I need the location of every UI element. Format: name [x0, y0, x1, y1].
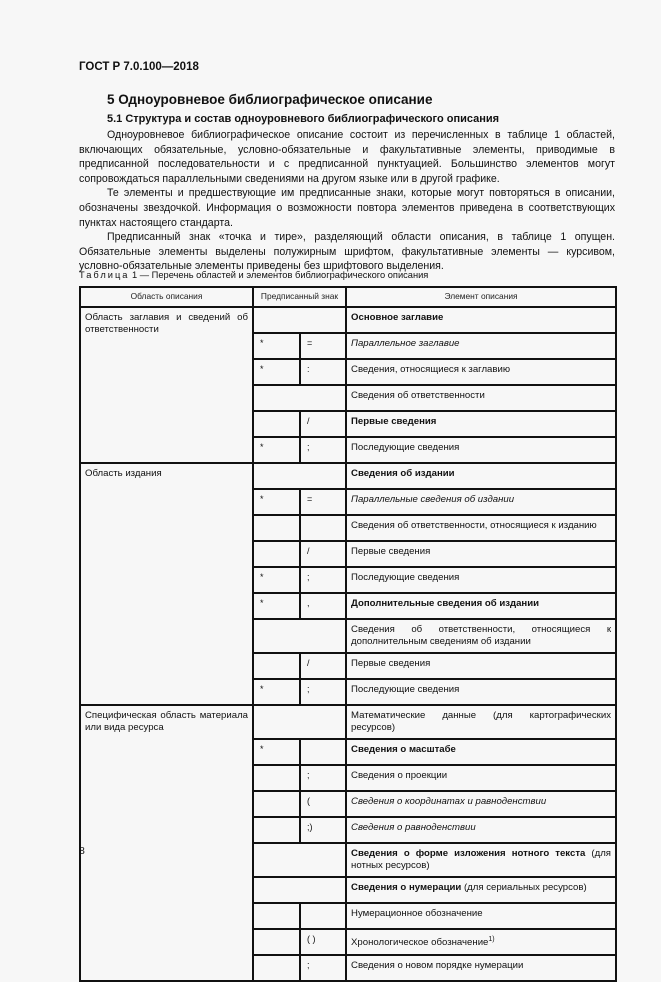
repeat-star-cell: [253, 515, 300, 541]
area-cell: Область издания: [80, 463, 253, 705]
repeat-star-cell: [253, 791, 300, 817]
element-cell: [346, 903, 616, 929]
element-text: Первые сведения: [351, 416, 437, 427]
element-text: Сведения о новом порядке нумерации: [351, 960, 524, 971]
table-caption-text: 1 — Перечень областей и элементов библиографического описания: [129, 270, 429, 280]
repeat-star-cell: *: [253, 359, 300, 385]
repeat-star-cell: [253, 541, 300, 567]
sign-cell-merged: [253, 385, 346, 411]
element-cell: [346, 653, 616, 679]
repeat-star-cell: *: [253, 593, 300, 619]
element-text: Основное заглавие: [351, 312, 444, 323]
document-id-header: ГОСТ Р 7.0.100—2018: [79, 61, 199, 73]
column-header-area: Область описания: [80, 287, 253, 307]
footnote-marker: 1): [488, 936, 495, 943]
element-cell: [346, 567, 616, 593]
element-cell: [346, 307, 616, 333]
element-bold-part: Сведения о нумерации: [351, 882, 462, 893]
element-text: Последующие сведения: [351, 442, 460, 453]
element-text: Сведения о равноденствии: [351, 822, 476, 833]
element-cell: [346, 739, 616, 765]
element-text: Сведения, относящиеся к заглавию: [351, 364, 511, 375]
element-cell: [346, 385, 616, 411]
element-cell: [346, 437, 616, 463]
repeat-star-cell: [253, 765, 300, 791]
repeat-star-cell: [253, 903, 300, 929]
table-caption: [79, 270, 428, 280]
prescribed-sign-cell: ;: [300, 955, 346, 981]
element-text: Сведения об издании: [351, 468, 455, 479]
element-bold-part: Сведения о форме изложения нотного текста: [351, 848, 586, 859]
prescribed-sign-cell: =: [300, 333, 346, 359]
element-text: Первые сведения: [351, 658, 431, 669]
element-cell: [346, 929, 616, 955]
section-title: 5 Одноуровневое библиографическое описание: [107, 92, 433, 107]
repeat-star-cell: *: [253, 333, 300, 359]
prescribed-sign-cell: :: [300, 359, 346, 385]
prescribed-sign-cell: =: [300, 489, 346, 515]
sign-cell-merged: [253, 843, 346, 877]
repeat-star-cell: [253, 653, 300, 679]
element-text: Сведения об ответственности, относящиеся к изданию: [351, 520, 597, 531]
table-row: [80, 307, 616, 333]
element-cell: [346, 359, 616, 385]
repeat-star-cell: *: [253, 739, 300, 765]
element-cell: [346, 817, 616, 843]
body-paragraphs: [79, 128, 615, 274]
element-cell: [346, 515, 616, 541]
sign-cell-merged: [253, 877, 346, 903]
prescribed-sign-cell: ;: [300, 437, 346, 463]
prescribed-sign-cell: ;: [300, 567, 346, 593]
repeat-star-cell: [253, 929, 300, 955]
element-note-part: (для нотных ресурсов): [351, 848, 612, 871]
page-number: 8: [79, 845, 85, 857]
table-header-row: [80, 287, 616, 307]
table-row: [80, 705, 616, 739]
paragraph: Одноуровневое библиографическое описание состоит из перечисленных в таблице 1 областей, включающих обязательные, условно-обязательные и факультативные элементы, приводимые в предписанной последовательности и с предписанной пунктуацией. Большинство элементов могут сопровождаться параллельными сведениями на другом языке или в другой графике.: [79, 129, 615, 185]
element-cell: [346, 619, 616, 653]
element-text: Нумерационное обозначение: [351, 908, 483, 919]
sign-cell-merged: [253, 463, 346, 489]
paragraph: Те элементы и предшествующие им предписанные знаки, которые могут повторяться в описании, обозначены звездочкой. Информация о возможности повтора элементов приведена в соответствующих пунктах настоящего стандарта.: [79, 187, 615, 229]
element-cell: [346, 843, 616, 877]
prescribed-sign-cell: ( ): [300, 929, 346, 955]
element-text: Последующие сведения: [351, 572, 460, 583]
prescribed-sign-cell: [300, 903, 346, 929]
prescribed-sign-cell: /: [300, 541, 346, 567]
table-caption-label: Таблица: [79, 270, 130, 280]
area-cell: Область заглавия и сведений об ответственности: [80, 307, 253, 463]
element-cell: [346, 411, 616, 437]
prescribed-sign-cell: [300, 739, 346, 765]
element-text: Сведения о масштабе: [351, 744, 456, 755]
repeat-star-cell: [253, 817, 300, 843]
prescribed-sign-cell: ;: [300, 679, 346, 705]
prescribed-sign-cell: (: [300, 791, 346, 817]
element-cell: [346, 541, 616, 567]
element-text: Последующие сведения: [351, 684, 460, 695]
prescribed-sign-cell: [300, 515, 346, 541]
prescribed-sign-cell: /: [300, 411, 346, 437]
table-row: [80, 463, 616, 489]
element-text: Сведения о проекции: [351, 770, 448, 781]
sign-cell-merged: [253, 705, 346, 739]
prescribed-sign-cell: ;): [300, 817, 346, 843]
repeat-star-cell: *: [253, 679, 300, 705]
element-text: Сведения о координатах и равноденствии: [351, 796, 547, 807]
element-cell: [346, 877, 616, 903]
element-text: Сведения об ответственности: [351, 390, 485, 401]
element-cell: [346, 765, 616, 791]
element-text: Сведения об ответственности, относящиеся к дополнительным сведениям об издании: [351, 624, 612, 647]
element-cell: [346, 955, 616, 981]
element-cell: [346, 489, 616, 515]
repeat-star-cell: *: [253, 489, 300, 515]
element-cell: [346, 679, 616, 705]
element-text: Параллельное заглавие: [351, 338, 460, 349]
repeat-star-cell: [253, 411, 300, 437]
prescribed-sign-cell: ;: [300, 765, 346, 791]
element-cell: [346, 791, 616, 817]
element-cell: [346, 593, 616, 619]
element-note-part: (для сериальных ресурсов): [461, 882, 587, 893]
element-cell: [346, 705, 616, 739]
prescribed-sign-cell: /: [300, 653, 346, 679]
column-header-sign: Предписанный знак: [253, 287, 346, 307]
repeat-star-cell: [253, 955, 300, 981]
element-cell: [346, 333, 616, 359]
elements-table: [79, 286, 617, 982]
area-cell: Специфическая область материала или вида ресурса: [80, 705, 253, 981]
sign-cell-merged: [253, 307, 346, 333]
element-text: Хронологическое обозначение: [351, 937, 489, 949]
paragraph: Предписанный знак «точка и тире», разделяющий области описания, в таблице 1 опущен. Обязательные элементы выделены полужирным шрифтом, факультативные элементы — курсивом, условно-обязательные элементы приведены без шрифтового выделения.: [79, 231, 615, 273]
sign-cell-merged: [253, 619, 346, 653]
element-text: Первые сведения: [351, 546, 431, 557]
prescribed-sign-cell: ,: [300, 593, 346, 619]
element-cell: [346, 463, 616, 489]
subsection-title: 5.1 Структура и состав одноуровневого библиографического описания: [107, 113, 500, 125]
repeat-star-cell: *: [253, 437, 300, 463]
repeat-star-cell: *: [253, 567, 300, 593]
column-header-element: Элемент описания: [346, 287, 616, 307]
element-text: Параллельные сведения об издании: [351, 494, 515, 505]
element-text: Дополнительные сведения об издании: [351, 598, 540, 609]
element-text: Математические данные (для картографических ресурсов): [351, 710, 612, 733]
